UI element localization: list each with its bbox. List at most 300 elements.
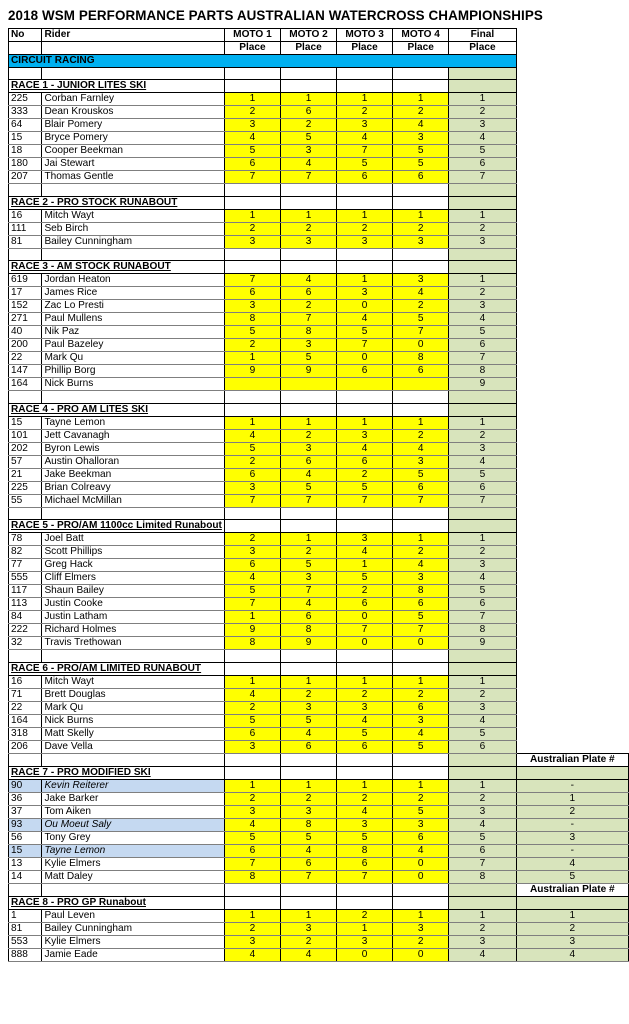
blank-cell: [42, 184, 224, 196]
moto-4-place: 6: [393, 171, 449, 184]
moto-1-place: 2: [224, 106, 280, 119]
rider-number: 84: [9, 611, 42, 624]
rider-number: 101: [9, 429, 42, 442]
blank-cell: [516, 313, 628, 326]
blank-cell: [516, 300, 628, 313]
moto-4-place: 6: [393, 365, 449, 378]
table-row: [9, 688, 629, 701]
table-row: [9, 624, 629, 637]
blank-cell: [516, 248, 628, 260]
blank-cell: [224, 184, 280, 196]
final-place: 1: [449, 416, 516, 429]
rider-number: 32: [9, 637, 42, 650]
moto-2-place: 3: [280, 235, 336, 248]
moto-1-place: 4: [224, 132, 280, 145]
table-row: [9, 378, 629, 391]
blank-cell: [516, 624, 628, 637]
final-place: 2: [449, 792, 516, 805]
moto-1-place: 6: [224, 158, 280, 171]
moto-2-place: 6: [280, 106, 336, 119]
moto-3-place: 4: [337, 132, 393, 145]
rider-number: 318: [9, 727, 42, 740]
final-place: 3: [449, 442, 516, 455]
moto-2-place: 1: [280, 675, 336, 688]
moto-1-place: [224, 378, 280, 391]
table-row: [9, 533, 629, 546]
blank-cell: [516, 287, 628, 300]
moto-1-place: 2: [224, 922, 280, 935]
blank-cell: [449, 261, 516, 274]
moto-2-place: 7: [280, 870, 336, 883]
rider-number: 225: [9, 481, 42, 494]
moto-2-place: 2: [280, 222, 336, 235]
blank-cell: [393, 662, 449, 675]
plate-header: Australian Plate #: [516, 753, 628, 766]
rider-name: Tony Grey: [42, 831, 224, 844]
rider-number: 13: [9, 857, 42, 870]
table-row: [9, 740, 629, 753]
blank-cell: [42, 68, 224, 80]
rider-name: Richard Holmes: [42, 624, 224, 637]
blank-cell: [9, 184, 42, 196]
blank-cell: [280, 403, 336, 416]
blank-cell: [516, 352, 628, 365]
blank-cell: [449, 766, 516, 779]
race-title: RACE 2 - PRO STOCK RUNABOUT: [9, 196, 225, 209]
moto-3-place: 3: [337, 935, 393, 948]
moto-2-place: 6: [280, 857, 336, 870]
blank-cell: [224, 896, 280, 909]
moto-2-place: 5: [280, 481, 336, 494]
moto-4-place: 1: [393, 675, 449, 688]
moto-2-place: 7: [280, 171, 336, 184]
rider-number: 15: [9, 132, 42, 145]
blank-cell: [449, 391, 516, 403]
moto-3-place: 2: [337, 222, 393, 235]
moto-2-place: 5: [280, 132, 336, 145]
results-table: [8, 28, 629, 962]
table-row: [9, 870, 629, 883]
moto-2-place: 3: [280, 145, 336, 158]
header-moto4: MOTO 4: [393, 29, 449, 42]
table-row: [9, 637, 629, 650]
final-place: 3: [449, 559, 516, 572]
rider-name: Shaun Bailey: [42, 585, 224, 598]
moto-4-place: 1: [393, 93, 449, 106]
blank-cell: [516, 339, 628, 352]
blank-cell: [516, 416, 628, 429]
australian-plate: 3: [516, 831, 628, 844]
moto-3-place: 2: [337, 909, 393, 922]
moto-1-place: 1: [224, 909, 280, 922]
blank-cell: [516, 93, 628, 106]
moto-4-place: 7: [393, 494, 449, 507]
rider-number: 56: [9, 831, 42, 844]
blank-cell: [280, 753, 336, 766]
final-place: 5: [449, 727, 516, 740]
rider-name: Jordan Heaton: [42, 274, 224, 287]
moto-1-place: 5: [224, 831, 280, 844]
moto-4-place: 4: [393, 559, 449, 572]
moto-4-place: 0: [393, 339, 449, 352]
rider-name: Corban Farnley: [42, 93, 224, 106]
final-place: 5: [449, 145, 516, 158]
blank-cell: [393, 68, 449, 80]
rider-number: 82: [9, 546, 42, 559]
moto-1-place: 6: [224, 844, 280, 857]
moto-4-place: 3: [393, 714, 449, 727]
rider-name: Tayne Lemon: [42, 844, 224, 857]
rider-name: Nick Burns: [42, 714, 224, 727]
blank-cell: [393, 184, 449, 196]
rider-name: Kevin Reiterer: [42, 779, 224, 792]
blank-cell: [337, 248, 393, 260]
moto-2-place: 5: [280, 559, 336, 572]
blank-cell: [449, 662, 516, 675]
rider-number: 17: [9, 287, 42, 300]
moto-3-place: 0: [337, 352, 393, 365]
blank-cell: [393, 883, 449, 896]
rider-number: 164: [9, 714, 42, 727]
blank-cell: [337, 68, 393, 80]
final-place: 6: [449, 481, 516, 494]
rider-number: 37: [9, 805, 42, 818]
blank-cell: [280, 896, 336, 909]
blank-cell: [42, 650, 224, 662]
rider-name: Byron Lewis: [42, 442, 224, 455]
table-row: [9, 287, 629, 300]
table-row: [9, 857, 629, 870]
blank-cell: [337, 507, 393, 519]
blank-cell: [224, 248, 280, 260]
spacer-row: [9, 184, 629, 196]
final-place: 1: [449, 675, 516, 688]
moto-3-place: 0: [337, 611, 393, 624]
moto-3-place: 1: [337, 779, 393, 792]
moto-2-place: 8: [280, 326, 336, 339]
rider-number: 113: [9, 598, 42, 611]
final-place: 2: [449, 222, 516, 235]
blank-cell: [280, 68, 336, 80]
blank-cell: [449, 650, 516, 662]
rider-number: 207: [9, 171, 42, 184]
spacer-row: [9, 68, 629, 80]
moto-4-place: 5: [393, 740, 449, 753]
final-place: 2: [449, 688, 516, 701]
blank-cell: [393, 403, 449, 416]
blank-cell: [393, 507, 449, 519]
final-place: 3: [449, 235, 516, 248]
final-place: 1: [449, 209, 516, 222]
blank-cell: [337, 261, 393, 274]
moto-4-place: 3: [393, 922, 449, 935]
moto-1-place: 5: [224, 442, 280, 455]
moto-4-place: 3: [393, 455, 449, 468]
blank-cell: [516, 688, 628, 701]
moto-3-place: 4: [337, 442, 393, 455]
moto-4-place: 6: [393, 598, 449, 611]
page-title: 2018 WSM PERFORMANCE PARTS AUSTRALIAN WATERCROSS CHAMPIONSHIPS: [8, 8, 543, 23]
moto-1-place: 7: [224, 857, 280, 870]
blank-cell: [516, 662, 628, 675]
rider-name: Kylie Elmers: [42, 857, 224, 870]
australian-plate: 1: [516, 909, 628, 922]
moto-4-place: 1: [393, 779, 449, 792]
blank-cell: [393, 391, 449, 403]
rider-number: 111: [9, 222, 42, 235]
blank-cell: [516, 650, 628, 662]
australian-plate: 4: [516, 948, 628, 961]
rider-number: 40: [9, 326, 42, 339]
final-place: 3: [449, 805, 516, 818]
blank-cell: [516, 611, 628, 624]
moto-4-place: 8: [393, 585, 449, 598]
table-row: [9, 948, 629, 961]
rider-number: 152: [9, 300, 42, 313]
final-place: 7: [449, 611, 516, 624]
moto-4-place: 3: [393, 572, 449, 585]
rider-name: Kylie Elmers: [42, 935, 224, 948]
blank-cell: [516, 896, 628, 909]
australian-plate: 2: [516, 805, 628, 818]
spacer-row: [9, 650, 629, 662]
blank-cell: [393, 520, 449, 533]
final-place: 1: [449, 779, 516, 792]
moto-4-place: 5: [393, 313, 449, 326]
moto-2-place: 3: [280, 701, 336, 714]
rider-name: Mark Qu: [42, 701, 224, 714]
blank-cell: [280, 662, 336, 675]
moto-3-place: 6: [337, 455, 393, 468]
blank-cell: [516, 119, 628, 132]
moto-3-place: 1: [337, 559, 393, 572]
moto-2-place: 2: [280, 119, 336, 132]
table-row: [9, 494, 629, 507]
moto-3-place: 5: [337, 326, 393, 339]
blank-cell: [280, 650, 336, 662]
moto-1-place: 2: [224, 792, 280, 805]
rider-number: 619: [9, 274, 42, 287]
moto-2-place: 4: [280, 158, 336, 171]
blank-cell: [516, 274, 628, 287]
blank-cell: [516, 455, 628, 468]
rider-name: Cooper Beekman: [42, 145, 224, 158]
moto-4-place: 5: [393, 158, 449, 171]
moto-2-place: 6: [280, 740, 336, 753]
moto-2-place: 4: [280, 468, 336, 481]
blank-cell: [280, 391, 336, 403]
rider-name: Blair Pomery: [42, 119, 224, 132]
moto-2-place: 4: [280, 727, 336, 740]
moto-2-place: 1: [280, 416, 336, 429]
blank-cell: [42, 507, 224, 519]
rider-name: Seb Birch: [42, 222, 224, 235]
final-place: 5: [449, 585, 516, 598]
final-place: 6: [449, 740, 516, 753]
blank-cell: [9, 248, 42, 260]
australian-plate: 1: [516, 792, 628, 805]
blank-cell: [516, 481, 628, 494]
moto-1-place: 3: [224, 481, 280, 494]
blank-cell: [516, 637, 628, 650]
moto-4-place: 8: [393, 352, 449, 365]
blank-cell: [337, 662, 393, 675]
blank-cell: [449, 507, 516, 519]
blank-cell: [516, 701, 628, 714]
moto-3-place: 5: [337, 481, 393, 494]
moto-2-place: 3: [280, 442, 336, 455]
moto-4-place: 4: [393, 844, 449, 857]
final-place: 5: [449, 831, 516, 844]
table-row: [9, 365, 629, 378]
moto-1-place: 8: [224, 637, 280, 650]
moto-4-place: 0: [393, 948, 449, 961]
race-title-row: [9, 80, 629, 93]
moto-1-place: 4: [224, 818, 280, 831]
final-place: 5: [449, 326, 516, 339]
header-row-2: [9, 42, 629, 55]
moto-2-place: 2: [280, 300, 336, 313]
moto-1-place: 7: [224, 494, 280, 507]
moto-2-place: 7: [280, 494, 336, 507]
blank-cell: [42, 391, 224, 403]
moto-3-place: 6: [337, 740, 393, 753]
blank-cell: [337, 896, 393, 909]
rider-name: Austin Ohalloran: [42, 455, 224, 468]
rider-number: 555: [9, 572, 42, 585]
blank-cell: [516, 132, 628, 145]
moto-3-place: 0: [337, 637, 393, 650]
moto-1-place: 4: [224, 429, 280, 442]
moto-3-place: 3: [337, 119, 393, 132]
blank-cell: [337, 196, 393, 209]
blank-cell: [224, 520, 280, 533]
rider-name: Tayne Lemon: [42, 416, 224, 429]
moto-1-place: 3: [224, 119, 280, 132]
moto-2-place: 8: [280, 818, 336, 831]
moto-1-place: 2: [224, 339, 280, 352]
table-row: [9, 455, 629, 468]
rider-name: Zac Lo Presti: [42, 300, 224, 313]
race-title-row: [9, 196, 629, 209]
moto-2-place: 4: [280, 598, 336, 611]
blank-cell: [224, 261, 280, 274]
table-row: [9, 119, 629, 132]
blank-cell: [449, 896, 516, 909]
moto-1-place: 6: [224, 468, 280, 481]
rider-number: 271: [9, 313, 42, 326]
race-title: RACE 7 - PRO MODIFIED SKI: [9, 766, 225, 779]
moto-1-place: 4: [224, 688, 280, 701]
spacer-row: [9, 753, 629, 766]
blank-cell: [516, 184, 628, 196]
blank-cell: [516, 145, 628, 158]
moto-4-place: 5: [393, 145, 449, 158]
final-place: 6: [449, 598, 516, 611]
rider-number: 55: [9, 494, 42, 507]
blank-cell: [337, 403, 393, 416]
table-row: [9, 468, 629, 481]
blank-cell: [516, 740, 628, 753]
rider-number: 71: [9, 688, 42, 701]
moto-4-place: 2: [393, 222, 449, 235]
blank-cell: [516, 572, 628, 585]
rider-number: 16: [9, 209, 42, 222]
blank-cell: [224, 80, 280, 93]
table-row: [9, 326, 629, 339]
section-title: CIRCUIT RACING: [9, 55, 517, 68]
final-place: 2: [449, 546, 516, 559]
moto-4-place: 4: [393, 119, 449, 132]
moto-1-place: 3: [224, 740, 280, 753]
rider-name: Jai Stewart: [42, 158, 224, 171]
blank-cell: [516, 546, 628, 559]
race-title: RACE 3 - AM STOCK RUNABOUT: [9, 261, 225, 274]
header-blank-no: [9, 42, 42, 55]
blank-cell: [516, 222, 628, 235]
moto-1-place: 9: [224, 624, 280, 637]
blank-cell: [9, 391, 42, 403]
blank-cell: [516, 209, 628, 222]
blank-cell: [516, 520, 628, 533]
moto-3-place: 3: [337, 818, 393, 831]
blank-cell: [280, 184, 336, 196]
moto-3-place: 5: [337, 831, 393, 844]
moto-1-place: 1: [224, 675, 280, 688]
final-place: 3: [449, 300, 516, 313]
moto-3-place: 1: [337, 93, 393, 106]
blank-cell: [516, 727, 628, 740]
rider-name: Jake Barker: [42, 792, 224, 805]
rider-name: Jett Cavanagh: [42, 429, 224, 442]
moto-1-place: 3: [224, 546, 280, 559]
rider-number: 22: [9, 352, 42, 365]
final-place: 7: [449, 171, 516, 184]
rider-number: 81: [9, 235, 42, 248]
moto-3-place: 5: [337, 158, 393, 171]
blank-cell: [516, 261, 628, 274]
rider-number: 21: [9, 468, 42, 481]
blank-cell: [9, 507, 42, 519]
moto-3-place: 1: [337, 209, 393, 222]
rider-number: 117: [9, 585, 42, 598]
moto-2-place: 1: [280, 779, 336, 792]
moto-4-place: 3: [393, 274, 449, 287]
australian-plate: 5: [516, 870, 628, 883]
moto-4-place: 0: [393, 637, 449, 650]
table-row: [9, 132, 629, 145]
rider-number: 180: [9, 158, 42, 171]
rider-name: Cliff Elmers: [42, 572, 224, 585]
australian-plate: -: [516, 779, 628, 792]
moto-1-place: 6: [224, 727, 280, 740]
rider-name: Mitch Wayt: [42, 209, 224, 222]
race-title-row: [9, 766, 629, 779]
section-row: [9, 55, 629, 68]
blank-cell: [280, 883, 336, 896]
moto-2-place: 2: [280, 429, 336, 442]
rider-name: Brian Colreavy: [42, 481, 224, 494]
moto-2-place: 9: [280, 637, 336, 650]
moto-1-place: 8: [224, 313, 280, 326]
rider-name: Brett Douglas: [42, 688, 224, 701]
final-place: 9: [449, 637, 516, 650]
moto-4-place: 6: [393, 701, 449, 714]
blank-cell: [337, 753, 393, 766]
table-row: [9, 274, 629, 287]
australian-plate: 4: [516, 857, 628, 870]
table-row: [9, 572, 629, 585]
